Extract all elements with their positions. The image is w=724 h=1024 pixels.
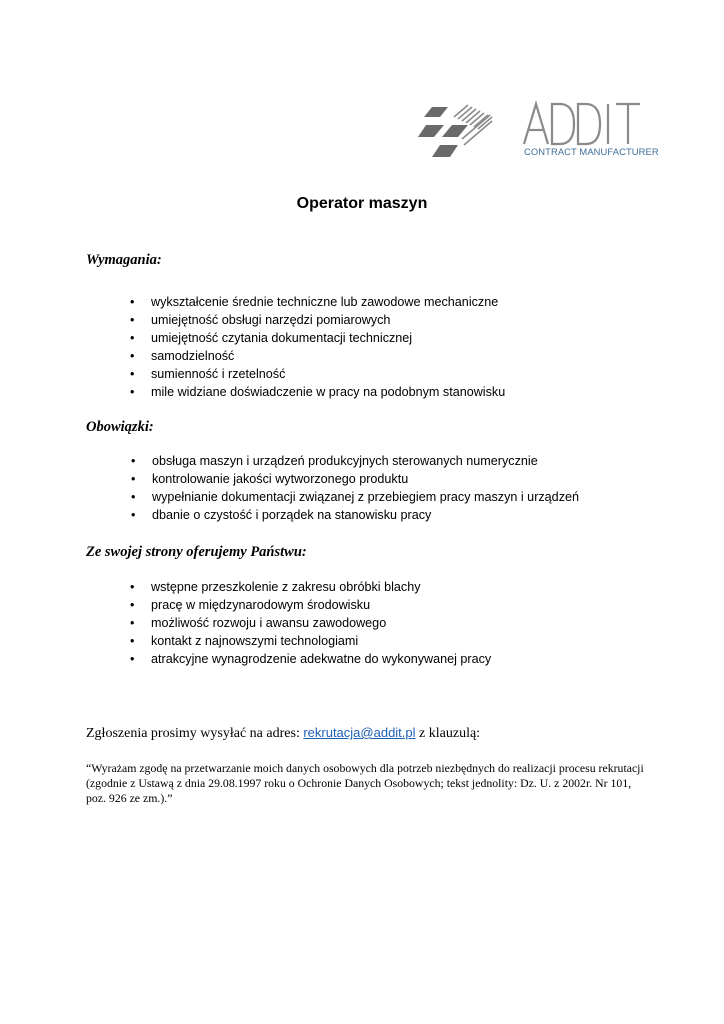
company-logo-mark [418, 103, 496, 159]
consent-clause: “Wyrażam zgodę na przetwarzanie moich danych osobowych dla potrzeb niezbędnych do realizacji procesu rekrutacji (zgodnie z Ustawą z dnia 29.08.1997 roku o Ochronie Danych Osobowych; tekst jednolity: Dz. U. z 2002r. Nr 101, poz. 926 ze zm.).” [86, 761, 644, 805]
offer-heading: Ze swojej strony oferujemy Państwu: [86, 544, 307, 560]
company-logo-wordmark [522, 100, 642, 146]
bullet-icon: • [130, 331, 135, 345]
list-item: • wypełnianie dokumentacji związanej z przebiegiem pracy maszyn i urządzeń [131, 490, 579, 504]
contact-suffix: z klauzulą: [419, 726, 481, 741]
bullet-icon: • [130, 634, 135, 648]
list-item: • kontakt z najnowszymi technologiami [130, 634, 359, 648]
list-item: • wykształcenie średnie techniczne lub zawodowe mechaniczne [130, 295, 499, 309]
bullet-icon: • [131, 508, 136, 522]
list-item: • pracę w międzynarodowym środowisku [130, 598, 371, 612]
bullet-icon: • [130, 616, 135, 630]
bullet-icon: • [131, 454, 136, 468]
list-item: • sumienność i rzetelność [130, 367, 286, 381]
list-item: • umiejętność obsługi narzędzi pomiarowych [130, 313, 391, 327]
list-item: • atrakcyjne wynagrodzenie adekwatne do wykonywanej pracy [130, 652, 492, 666]
bullet-icon: • [131, 472, 136, 486]
offer-list [130, 578, 492, 668]
page-title: Operator maszyn [296, 195, 428, 212]
email-link[interactable]: rekrutacja@addit.pl [303, 725, 416, 740]
contact-prefix: Zgłoszenia prosimy wysyłać na adres: [86, 726, 300, 741]
company-logo-subtitle: CONTRACT MANUFACTURER [524, 146, 659, 157]
bullet-icon: • [130, 313, 135, 327]
list-item: • wstępne przeszkolenie z zakresu obróbki blachy [130, 580, 421, 594]
bullet-icon: • [130, 598, 135, 612]
requirements-heading: Wymagania: [86, 252, 162, 268]
duties-list [131, 452, 579, 524]
bullet-icon: • [130, 652, 135, 666]
bullet-icon: • [130, 367, 135, 381]
list-item: • umiejętność czytania dokumentacji technicznej [130, 331, 413, 345]
duties-heading: Obowiązki: [86, 419, 154, 435]
bullet-icon: • [130, 580, 135, 594]
list-item: • kontrolowanie jakości wytworzonego produktu [131, 472, 409, 486]
bullet-icon: • [130, 295, 135, 309]
list-item: • samodzielność [130, 349, 235, 363]
contact-line [86, 725, 480, 742]
list-item: • mile widziane doświadczenie w pracy na podobnym stanowisku [130, 385, 506, 399]
requirements-list [130, 293, 506, 401]
bullet-icon: • [131, 490, 136, 504]
list-item: • dbanie o czystość i porządek na stanowisku pracy [131, 508, 432, 522]
bullet-icon: • [130, 385, 135, 399]
bullet-icon: • [130, 349, 135, 363]
list-item: • możliwość rozwoju i awansu zawodowego [130, 616, 387, 630]
list-item: • obsługa maszyn i urządzeń produkcyjnych sterowanych numerycznie [131, 454, 538, 468]
